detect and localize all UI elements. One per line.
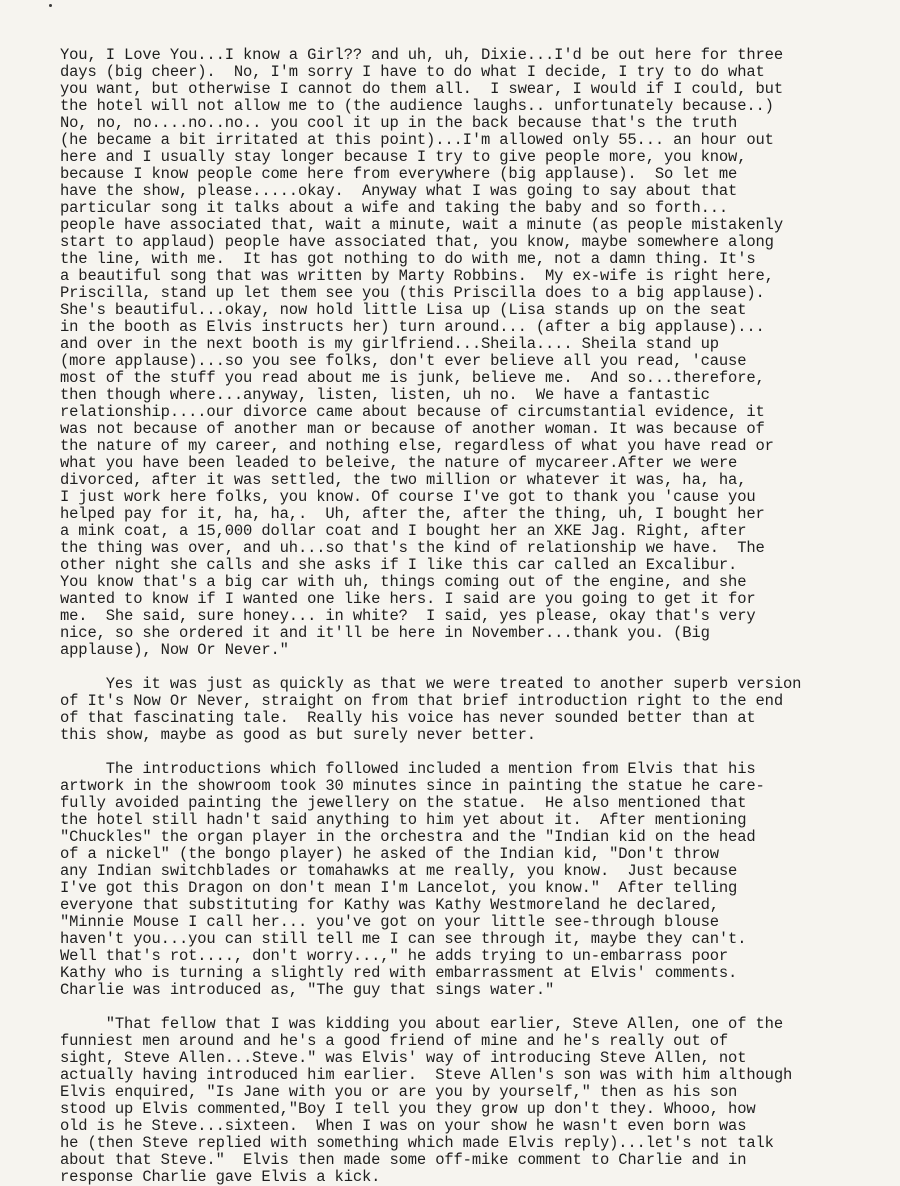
text-line: I just work here folks, you know. Of course I've got to thank you 'cause you [60, 488, 756, 506]
text-line: because I know people come here from everywhere (big applause). So let me [60, 165, 738, 183]
text-line: about that Steve." Elvis then made some off-mike comment to Charlie and in [60, 1151, 747, 1169]
text-line: actually having introduced him earlier. Steve Allen's son was with him although [60, 1066, 793, 1084]
text-line: the line, with me. It has got nothing to do with me, not a damn thing. It's [60, 250, 756, 268]
text-line: was not because of another man or because of another woman. It was because of [60, 420, 765, 438]
text-line: Charlie was introduced as, "The guy that sings water." [60, 981, 555, 999]
text-line: have the show, please.....okay. Anyway what I was going to say about that [60, 182, 738, 200]
text-line: people have associated that, wait a minute, wait a minute (as people mistakenly [60, 216, 783, 234]
text-line: Kathy who is turning a slightly red with embarrassment at Elvis' comments. [60, 964, 738, 982]
text-line: of It's Now Or Never, straight on from that brief introduction right to the end [60, 692, 783, 710]
text-line: "Chuckles" the organ player in the orchestra and the "Indian kid on the head [60, 828, 756, 846]
text-line: She's beautiful...okay, now hold little Lisa up (Lisa stands up on the seat [60, 301, 747, 319]
text-line: Priscilla, stand up let them see you (this Priscilla does to a big applause). [60, 284, 765, 302]
text-line: a beautiful song that was written by Marty Robbins. My ex-wife is right here, [60, 267, 774, 285]
text-line: days (big cheer). No, I'm sorry I have to do what I decide, I try to do what [60, 63, 765, 81]
text-line: No, no, no....no..no.. you cool it up in the back because that's the truth [60, 114, 738, 132]
text-line: a mink coat, a 15,000 dollar coat and I bought her an XKE Jag. Right, after [60, 522, 747, 540]
text-line: artwork in the showroom took 30 minutes since in painting the statue he care- [60, 777, 765, 795]
text-line: here and I usually stay longer because I try to give people more, you know, [60, 148, 747, 166]
text-line: of that fascinating tale. Really his voice has never sounded better than at [60, 709, 756, 727]
text-line: You know that's a big car with uh, things coming out of the engine, and she [60, 573, 747, 591]
text-line: particular song it talks about a wife and taking the baby and so forth... [60, 199, 729, 217]
text-line: this show, maybe as good as but surely never better. [60, 726, 536, 744]
text-line: helped pay for it, ha, ha,. Uh, after the, after the thing, uh, I bought her [60, 505, 765, 523]
text-line: old is he Steve...sixteen. When I was on your show he wasn't even born was [60, 1117, 747, 1135]
text-line: the hotel still hadn't said anything to him yet about it. After mentioning [60, 811, 747, 829]
text-line: in the booth as Elvis instructs her) turn around... (after a big applause)... [60, 318, 765, 336]
paragraph-transcript [60, 47, 860, 659]
text-line: response Charlie gave Elvis a kick. [60, 1168, 381, 1186]
text-line: he (then Steve replied with something which made Elvis reply)...let's not talk [60, 1134, 774, 1152]
speck-mark [49, 4, 52, 7]
text-line: you want, but otherwise I cannot do them all. I swear, I would if I could, but [60, 80, 783, 98]
text-column [60, 47, 860, 1186]
text-line: Elvis enquired, "Is Jane with you or are you by yourself," then as his son [60, 1083, 738, 1101]
text-line: wanted to know if I wanted one like hers. I said are you going to get it for [60, 590, 756, 608]
text-line: what you have been leaded to beleive, the nature of mycareer.After we were [60, 454, 738, 472]
text-line: The introductions which followed included a mention from Elvis that his [60, 760, 756, 778]
text-line: most of the stuff you read about me is junk, believe me. And so...therefore, [60, 369, 765, 387]
text-line: funniest men around and he's a good friend of mine and he's really out of [60, 1032, 729, 1050]
text-line: nice, so she ordered it and it'll be here in November...thank you. (Big [60, 624, 710, 642]
text-line: the hotel will not allow me to (the audience laughs.. unfortunately because..) [60, 97, 774, 115]
text-line: start to applaud) people have associated that, you know, maybe somewhere along [60, 233, 774, 251]
paragraph-steve-allen [60, 1016, 860, 1186]
text-line: applause), Now Or Never." [60, 641, 289, 659]
text-line: then though where...anyway, listen, listen, uh no. We have a fantastic [60, 386, 710, 404]
text-line: "That fellow that I was kidding you about earlier, Steve Allen, one of the [60, 1015, 783, 1033]
text-line: the nature of my career, and nothing else, regardless of what you have read or [60, 437, 774, 455]
text-line: sight, Steve Allen...Steve." was Elvis' way of introducing Steve Allen, not [60, 1049, 747, 1067]
text-line: everyone that substituting for Kathy was Kathy Westmoreland he declared, [60, 896, 719, 914]
text-line: relationship....our divorce came about because of circumstantial evidence, it [60, 403, 765, 421]
text-line: of a nickel" (the bongo player) he asked of the Indian kid, "Don't throw [60, 845, 719, 863]
text-line: divorced, after it was settled, the two million or whatever it was, ha, ha, [60, 471, 747, 489]
text-line: You, I Love You...I know a Girl?? and uh, uh, Dixie...I'd be out here for three [60, 46, 783, 64]
text-line: the thing was over, and uh...so that's the kind of relationship we have. The [60, 539, 765, 557]
text-line: any Indian switchblades or tomahawks at me really, you know. Just because [60, 862, 738, 880]
text-line: me. She said, sure honey... in white? I said, yes please, okay that's very [60, 607, 756, 625]
paragraph-introductions [60, 761, 860, 999]
text-line: haven't you...you can still tell me I can see through it, maybe they can't. [60, 930, 747, 948]
text-line: Yes it was just as quickly as that we were treated to another superb version [60, 675, 802, 693]
text-line: stood up Elvis commented,"Boy I tell you they grow up don't they. Whooo, how [60, 1100, 756, 1118]
text-line: other night she calls and she asks if I like this car called an Excalibur. [60, 556, 738, 574]
text-line: "Minnie Mouse I call her... you've got on your little see-through blouse [60, 913, 719, 931]
text-line: (he became a bit irritated at this point)...I'm allowed only 55... an hour out [60, 131, 774, 149]
text-line: Well that's rot...., don't worry...," he adds trying to un-embarrass poor [60, 947, 729, 965]
text-line: (more applause)...so you see folks, don't ever believe all you read, 'cause [60, 352, 747, 370]
text-line: fully avoided painting the jewellery on the statue. He also mentioned that [60, 794, 747, 812]
text-line: I've got this Dragon on don't mean I'm Lancelot, you know." After telling [60, 879, 738, 897]
text-line: and over in the next booth is my girlfriend...Sheila.... Sheila stand up [60, 335, 719, 353]
paragraph-now-or-never [60, 676, 860, 744]
